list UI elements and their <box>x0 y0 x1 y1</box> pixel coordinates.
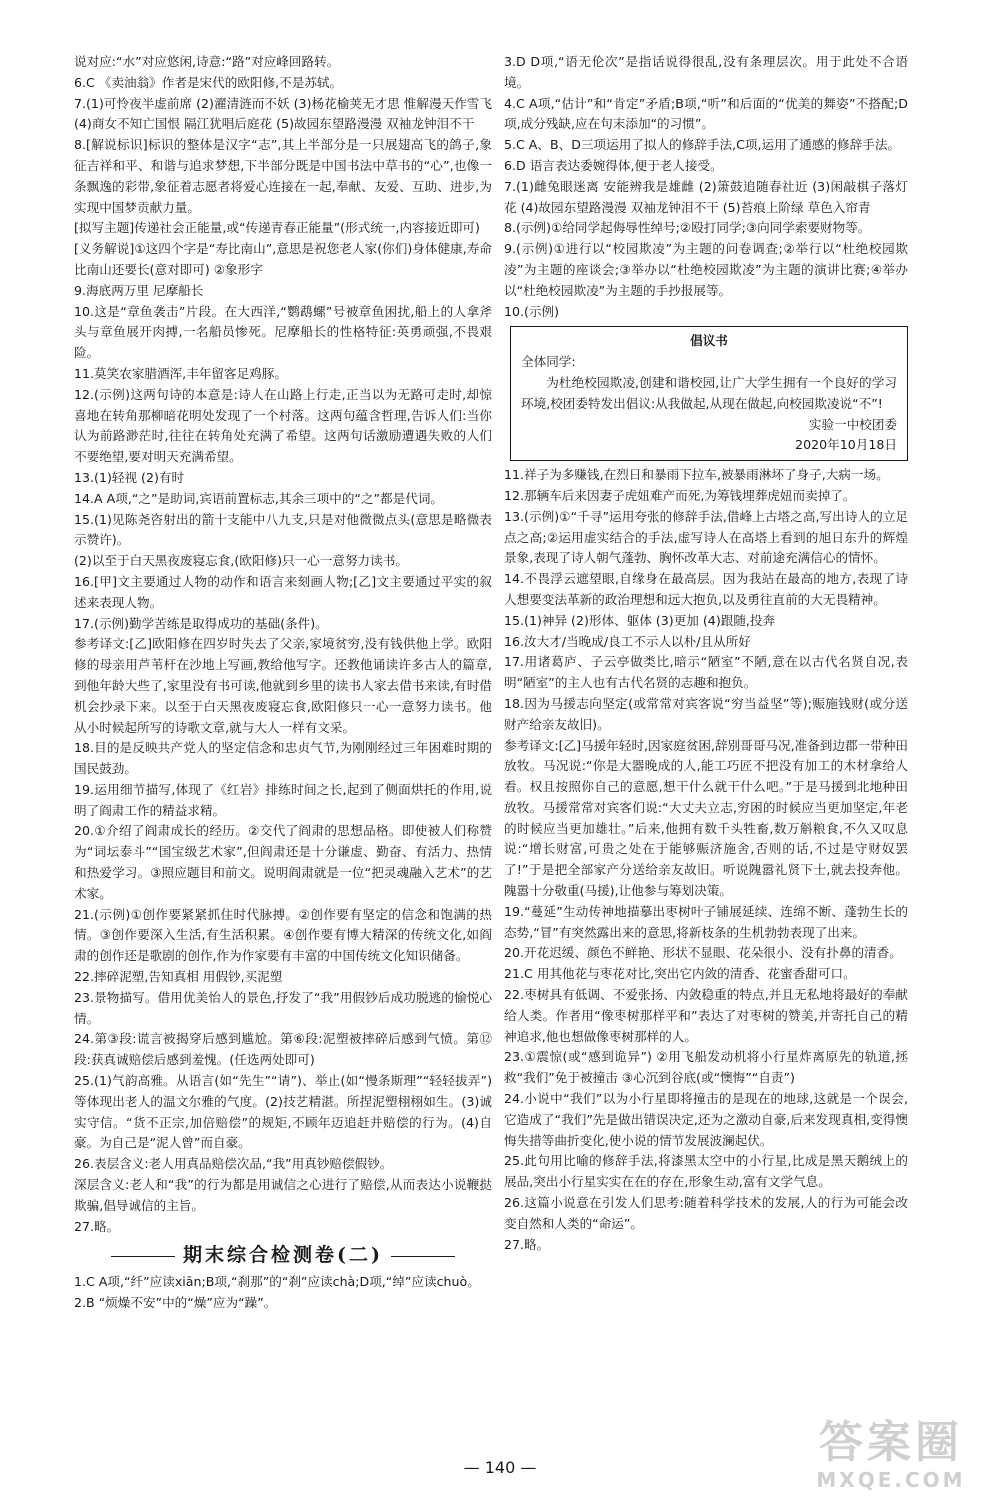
answer-item: 4.C A项,“估计”和“肯定”矛盾;B项,“听”和后面的“优美的舞姿”不搭配;D项,成分残缺,应在句末添加“的习惯”。 <box>504 95 908 132</box>
answer-item: 8.(示例)①给同学起侮辱性绰号;②殴打同学;③向同学索要财物等。 <box>504 220 871 236</box>
right-answer-list-top <box>504 52 908 322</box>
answer-item: 25.(1)气韵高雅。从语言(如“先生”“请”)、举止(如“慢条斯理”“轻轻拔弄”)等体现出老人的温文尔雅的气度。(2)技艺精湛。所捏泥塑栩栩如生。(3)诚实守信。“货不正宗,加倍赔偿”的规矩,不顾年迈追赶并赔偿的行为。(4)自豪。为自己是“泥人曾”而自豪。 <box>74 1073 492 1151</box>
answer-item: 19.“蔓延”生动传神地描摹出枣树叶子铺展延续、连绵不断、蓬勃生长的态势,“冒”有突然露出来的意思,将新枝条的生机勃勃表现了出来。 <box>504 903 908 940</box>
answer-item: [拟写主题]传递社会正能量,或“传递青春正能量”(形式统一,内容接近即可) <box>74 220 480 236</box>
answer-item: 27.略。 <box>74 1218 120 1234</box>
answer-item: 23.景物描写。借用优美怡人的景色,抒发了“我”用假钞后成功脱逃的愉悦心情。 <box>74 989 492 1026</box>
answer-item: [义务解说]①这四个字是“寿比南山”,意思是祝您老人家(你们)身体健康,寿命比南山还要长(意对即可) ②象形字 <box>74 241 492 277</box>
answer-item: 24.小说中“我们”以为小行星即将撞击的是现在的地球,这就是一个误会,它造成了“我们”先是做出错误决定,还为之激动自豪,后来发现真相,变得懊悔失措等曲折变化,使小说的情节发展波澜起伏。 <box>504 1091 908 1148</box>
answer-item: 22.枣树具有低调、不爱张扬、内敛稳重的特点,并且无私地将最好的奉献给人类。作者用“像枣树那样平和”表达了对枣树的赞美,并寄托自己的精神追求,他也想做像枣树那样的人。 <box>504 987 908 1044</box>
proposal-body: 为杜绝校园欺凌,创建和谐校园,让广大学生拥有一个良好的学习环境,校团委特发出倡议:从我做起,从现在做起,向校园欺凌说“不”! <box>521 374 897 411</box>
answer-item: 5.C A、B、D三项运用了拟人的修辞手法,C项,运用了通感的修辞手法。 <box>504 137 901 153</box>
proposal-greeting: 全体同学: <box>521 354 576 370</box>
answer-item: 17.用诸葛庐、子云亭做类比,暗示“陋室”不陋,意在以古代名贤自况,表明“陋室”的主人也有古代名贤的志趣和抱负。 <box>504 654 908 691</box>
answer-item: 18.因为马援志向坚定(或常常对宾客说“穷当益坚”等);赈施钱财(或分送财产给亲友故旧)。 <box>504 695 908 732</box>
answer-item: 9.海底两万里 尼摩船长 <box>74 282 204 298</box>
answer-item: 18.目的是反映共产党人的坚定信念和忠贞气节,为刚刚经过三年困难时期的国民鼓劲。 <box>74 740 492 777</box>
answer-item: 23.①震惊(或“感到诡异”) ②用飞船发动机将小行星炸离原先的轨道,拯救“我们”免于被撞击 ③心沉到谷底(或“懊悔”“自责”) <box>504 1049 908 1086</box>
answer-item: 11.祥子为多赚钱,在烈日和暴雨下拉车,被暴雨淋坏了身子,大病一场。 <box>504 467 889 483</box>
page-number: — 140 — <box>463 1458 537 1477</box>
answer-item: 22.摔碎泥塑,告知真相 用假钞,买泥塑 <box>74 969 283 985</box>
watermark-text: 答案圈 <box>819 1417 963 1468</box>
answer-item: 2.B “烦燥不安”中的“燥”应为“躁”。 <box>74 1295 277 1311</box>
answer-item: 深层含义:老人和“我”的行为都是用诚信之心进行了赔偿,从而表达小说鞭挞欺骗,倡导诚信的主旨。 <box>74 1177 492 1213</box>
answer-item: 10.这是“章鱼袭击”片段。在大西洋,“鹦鹉螺”号被章鱼困扰,船上的人拿斧头与章鱼展开肉搏,一名船员惨死。尼摩船长的性格特征:英勇顽强,不畏艰险。 <box>74 303 492 361</box>
answer-item: 参考译文:[乙]欧阳修在四岁时失去了父亲,家境贫穷,没有钱供他上学。欧阳修的母亲用芦苇杆在沙地上写画,教给他写字。还教他诵读许多古人的篇章,到他年龄大些了,家里没有书可读,他就到乡里的读书人家去借书来读,有时借机会抄录下来。以至于白天黑夜废寝忘食,欧阳修只一心一意努力读书。他从小时候起所写的诗歌文章,就与大人一样有文采。 <box>74 636 492 735</box>
answer-item: 14.不畏浮云遮望眼,自缘身在最高层。因为我站在最高的地方,表现了诗人想要变法革新的政治理想和远大抱负,以及勇往直前的大无畏精神。 <box>504 571 908 607</box>
proposal-signer: 实验一中校团委 <box>808 416 897 432</box>
answer-item: 12.那辆车后来因妻子虎妞难产而死,为筹钱埋葬虎妞而卖掉了。 <box>504 487 856 503</box>
answer-item: 7.(1)可怜夜半虚前席 (2)濯清涟而不妖 (3)杨花榆荚无才思 惟解漫天作雪飞 (4)商女不知亡国恨 隔江犹唱后庭花 (5)故园东望路漫漫 双袖龙钟泪不干 <box>74 95 492 132</box>
answer-item: 参考译文:[乙]马援年轻时,因家庭贫困,辞别哥哥马况,准备到边郡一带种田放牧。马况说:“你是大器晚成的人,能工巧匠不把没有加工的木材拿给人看。权且按照你自己的意愿,想干什么就干什么吧。”于是马援到北地种田放牧。马援常常对宾客们说:“大丈夫立志,穷困的时候应当更加坚定,年老的时候应当更加雄壮。”后来,他拥有数千头牲畜,数万斛粮食,不久又叹息说:“增长财富,可贵之处在于能够赈济施舍,否则的话,不过是守财奴罢了!”于是把全部家产分送给亲友故旧。听说隗嚣礼贤下士,就去投奔他。隗嚣十分敬重(马援),让他参与筹划决策。 <box>504 737 908 899</box>
answer-item: 26.表层含义:老人用真品赔偿次品,“我”用真钞赔偿假钞。 <box>74 1156 393 1172</box>
answer-item: 27.略。 <box>504 1236 550 1252</box>
answer-item: 15.(1)神异 (2)形体、躯体 (3)更加 (4)跟随,投奔 <box>504 612 776 628</box>
answer-item: 13.(1)轻视 (2)有时 <box>74 469 185 485</box>
answer-item: 16.[甲]文主要通过人物的动作和语言来刻画人物;[乙]文主要通过平实的叙述来表现人物。 <box>74 573 492 610</box>
left-after-title-list <box>74 1272 492 1314</box>
answer-item: 25.此句用比喻的修辞手法,将漆黑太空中的小行星,比成是黑天鹅绒上的展品,突出小行星实实在在的存在,形象生动,富有文学气息。 <box>504 1153 908 1190</box>
title-rule-right <box>391 1256 455 1257</box>
left-answer-list <box>74 52 492 1237</box>
answer-item: 19.运用细节描写,体现了《红岩》排练时间之长,起到了侧面烘托的作用,说明了阎肃工作的精益求精。 <box>74 781 492 818</box>
answer-item: 1.C A项,“纤”应读xiān;B项,“刹那”的“刹”应读chà;D项,“绰”应读chuò。 <box>74 1274 480 1290</box>
answer-item: 7.(1)雌兔眼迷离 安能辨我是雄雌 (2)箫鼓追随春社近 (3)闲敲棋子落灯花 (4)故园东望路漫漫 双袖龙钟泪不干 (5)苔痕上阶绿 草色入帘青 <box>504 178 908 215</box>
answer-item: 15.(1)见陈尧咨射出的箭十支能中八九支,只是对他微微点头(意思是略微表示赞许)。 <box>74 511 492 548</box>
answer-item: (2)以至于白天黑夜废寝忘食,(欧阳修)只一心一意努力读书。 <box>74 553 408 569</box>
answer-item: 11.莫笑农家腊酒浑,丰年留客足鸡豚。 <box>74 365 287 381</box>
answer-item: 20.①介绍了阎肃成长的经历。②交代了阎肃的思想品格。即使被人们称赞为“词坛泰斗”“国宝级艺术家”,但阎肃还是十分谦虚、勤奋、有活力、热情和热爱学习。③照应题目和前文。说明阎肃就是一位“把灵魂融入艺术”的艺术家。 <box>74 823 492 901</box>
watermark-logo <box>796 1418 986 1496</box>
answer-item: 10.(示例) <box>504 303 560 319</box>
answer-item: 12.(示例)这两句诗的本意是:诗人在山路上行走,正当以为无路可走时,却惊喜地在转角那柳暗花明处发现了一个村落。这两句蕴含哲理,告诉人们:当你认为前路渺茫时,往往在转角处充满了希望。这两句话激励遭遇失败的人们不要绝望,要对明天充满希望。 <box>74 386 492 465</box>
right-answer-list-bottom <box>504 465 908 1255</box>
answer-item: 24.第③段:谎言被揭穿后感到尴尬。第⑥段:泥塑被摔碎后感到气愤。第⑫段:获真诚赔偿后感到羞愧。(任选两处即可) <box>74 1031 492 1068</box>
answer-item: 8.[解说标识]标识的整体是汉字“志”,其上半部分是一只展翅高飞的鸽子,象征吉祥和平、和谐与追求梦想,下半部分既是中国书法中草书的“心”,也像一条飘逸的彩带,象征着志愿者将爱心连接在一起,奉献、友爱、互助、进步,为实现中国梦贡献力量。 <box>74 137 492 215</box>
answer-item: 21.(示例)①创作要紧紧抓住时代脉搏。②创作要有坚定的信念和饱满的热情。③创作要深入生活,有生活积累。④创作要有博大精深的传统文化,如阎肃的创作还是歌剧的创作,作为作家要有丰富的中国传统文化知识储备。 <box>74 906 492 964</box>
answer-item: 说对应:“水”对应悠闲,诗意:“路”对应峰回路转。 <box>74 54 340 69</box>
answer-item: 13.(示例)①“千寻”运用夸张的修辞手法,借峰上古塔之高,写出诗人的立足点之高;②运用虚实结合的手法,虚写诗人在高塔上看到的旭日东升的辉煌景象,表现了诗人朝气蓬勃、胸怀改革大志、对前途充满信心的情怀。 <box>504 508 908 566</box>
proposal-box <box>510 326 908 461</box>
answer-item: 20.开花迟缓、颜色不鲜艳、形状不显眼、花朵很小、没有扑鼻的清香。 <box>504 945 902 961</box>
answer-item: 21.C 用其他花与枣花对比,突出它内敛的清香、花蜜香甜可口。 <box>504 966 856 982</box>
answer-item: 9.(示例)①进行以“校园欺凌”为主题的问卷调查;②举行以“杜绝校园欺凌”为主题的座谈会;③举办以“杜绝校园欺凌”为主题的演讲比赛;④举办以“杜绝校园欺凌”为主题的手抄报展等。 <box>504 241 908 298</box>
answer-item: 6.C 《卖油翁》作者是宋代的欧阳修,不是苏轼。 <box>74 74 343 90</box>
answer-item: 17.(示例)勤学苦练是取得成功的基础(条件)。 <box>74 615 328 631</box>
section-title: 期末综合检测卷(二) <box>183 1244 383 1267</box>
section-title-wrap <box>74 1245 492 1266</box>
title-rule-left <box>111 1256 175 1257</box>
answer-item: 6.D 语言表达委婉得体,便于老人接受。 <box>504 157 723 173</box>
answer-item: 16.汝大才/当晚成/良工不示人以朴/且从所好 <box>504 633 751 649</box>
answer-item: 14.A A项,“之”是助词,宾语前置标志,其余三项中的“之”都是代词。 <box>74 490 444 506</box>
answer-item: 3.D D项,“语无伦次”是指话说得很乱,没有条理层次。用于此处不合语境。 <box>504 54 908 90</box>
answer-item: 26.这篇小说意在引发人们思考:随着科学技术的发展,人的行为可能会改变自然和人类的“命运”。 <box>504 1195 908 1231</box>
watermark-url: MXQE.COM <box>816 1468 966 1492</box>
right-column <box>504 52 908 1255</box>
proposal-date: 2020年10月18日 <box>795 437 897 453</box>
left-column <box>74 52 492 1314</box>
proposal-title: 倡议书 <box>690 333 728 349</box>
